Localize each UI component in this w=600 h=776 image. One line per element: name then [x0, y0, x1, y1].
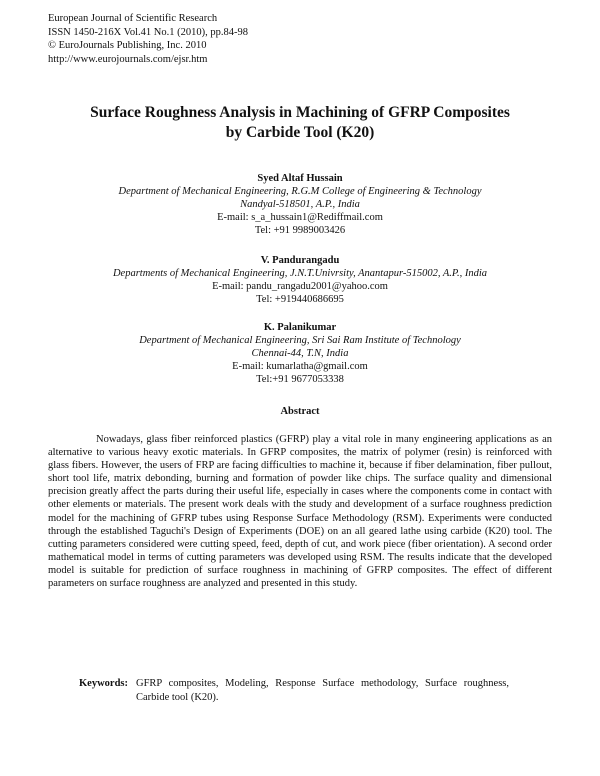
- author-email: E-mail: s_a_hussain1@Rediffmail.com: [217, 212, 383, 223]
- author-affiliation: Department of Mechanical Engineering, R.G.M College of Engineering & Technology: [118, 186, 482, 197]
- author-name: K. Palanikumar: [263, 322, 337, 333]
- journal-url: http://www.eurojournals.com/ejsr.htm: [48, 53, 208, 65]
- keywords-text: GFRP composites, Modeling, Response Surface methodology, Surface roughness, Carbide tool (K20).: [136, 678, 509, 703]
- author-block-1: [30, 172, 570, 237]
- journal-name: European Journal of Scientific Research: [48, 13, 218, 24]
- title-line-1: Surface Roughness Analysis in Machining of GFRP Composites: [90, 104, 510, 121]
- author-block-3: [30, 321, 570, 386]
- copyright-line: © EuroJournals Publishing, Inc. 2010: [48, 40, 207, 51]
- abstract-body: Nowadays, glass fiber reinforced plastics (GFRP) play a vital role in many engineering applications as an alternative to various heavy exotic materials. In GFRP composites, the matrix of polymer (resin) is reinforced with glass fibers. However, the users of FRP are facing difficulties to machine it, because if fiber delamination, fiber pullout, short tool life, matrix debonding, burning and formation of powder like chips. The surface quality and dimensional precision greatly affect the parts during their useful life, especially in cases where the components come in contact with other elements or materials. The present work deals with the study and development of a surface roughness prediction model for the machining of GFRP tubes using Response Surface Methodology (RSM). Experiments were conducted through the established Taguchi's Design of Experiments (DOE) on an all geared lathe using carbide (K20) tool. The cutting parameters considered were cutting speed, feed, depth of cut, and work piece (fiber orientation). A second order mathematical model in terms of cutting parameters was developed using RSM. The results indicate that the developed model is suitable for prediction of surface roughness in machining of GFRP composites. The effect of different parameters on surface roughness are analyzed and presented in this study.: [48, 434, 552, 590]
- author-affiliation: Departments of Mechanical Engineering, J.N.T.Univrsity, Anantapur-515002, A.P., India: [112, 268, 488, 279]
- author-email: E-mail: kumarlatha@gmail.com: [232, 361, 368, 372]
- author-tel: Tel: +91 9989003426: [254, 225, 346, 236]
- author-tel: Tel:+91 9677053338: [256, 374, 344, 385]
- keywords-section: [79, 677, 509, 704]
- paper-title: [30, 103, 570, 143]
- author-affiliation-location: Nandyal-518501, A.P., India: [240, 199, 360, 210]
- author-affiliation-location: Chennai-44, T.N, India: [251, 348, 349, 359]
- abstract-heading: Abstract: [280, 406, 320, 417]
- author-block-2: [30, 254, 570, 306]
- author-name: Syed Altaf Hussain: [257, 173, 343, 184]
- issn-line: ISSN 1450-216X Vol.41 No.1 (2010), pp.84-98: [48, 26, 248, 38]
- title-line-2: by Carbide Tool (K20): [225, 124, 375, 141]
- author-name: V. Pandurangadu: [260, 255, 340, 266]
- author-email: E-mail: pandu_rangadu2001@yahoo.com: [212, 281, 388, 292]
- keywords-label: Keywords:: [79, 678, 128, 689]
- author-tel: Tel: +919440686695: [256, 294, 344, 305]
- journal-header: [48, 12, 248, 66]
- author-affiliation: Department of Mechanical Engineering, Sri Sai Ram Institute of Technology: [139, 335, 461, 346]
